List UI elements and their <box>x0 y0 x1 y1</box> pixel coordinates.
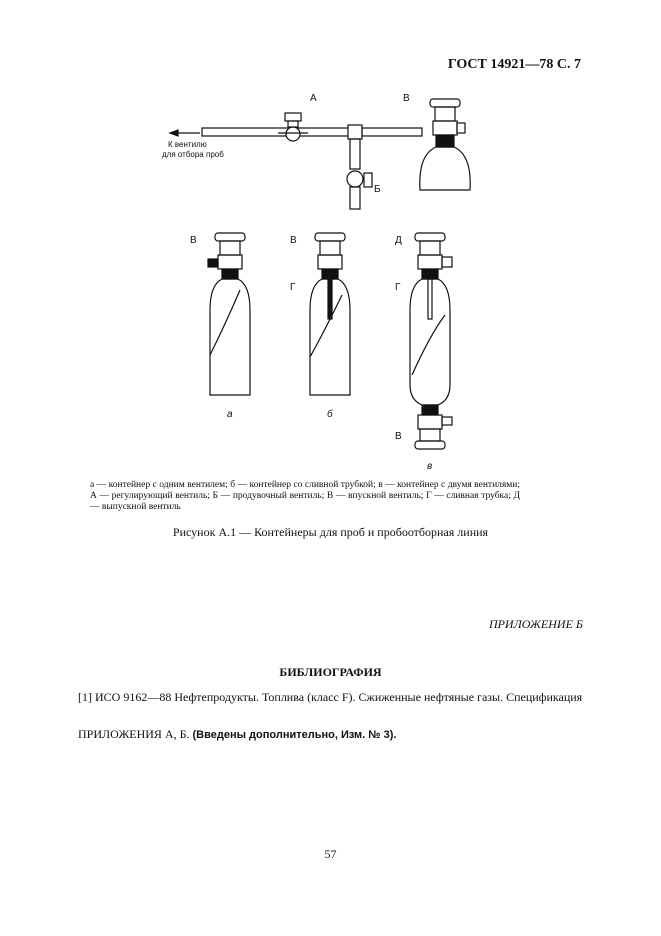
bibliography-item: [1] ИСО 9162—88 Нефтепродукты. Топлива (класс F). Сжиженные нефтяные газы. Спецификация <box>78 690 583 704</box>
figure-title: Рисунок А.1 — Контейнеры для проб и пробоотборная линия <box>172 525 489 539</box>
appendix-note-text: ПРИЛОЖЕНИЯ А, Б. <box>78 727 190 741</box>
top-container <box>420 99 470 190</box>
container-a <box>208 233 250 395</box>
page-number: 57 <box>324 847 337 861</box>
appendix-note-amendment: (Введены дополнительно, Изм. № 3). <box>192 729 397 741</box>
pipe-right <box>362 128 422 136</box>
label-v3: В <box>395 431 402 442</box>
appendix-note <box>78 727 396 742</box>
label-v1: В <box>190 235 197 246</box>
label-b: Б <box>374 184 381 195</box>
appendix-label: ПРИЛОЖЕНИЕ Б <box>488 617 583 631</box>
valve-b <box>347 171 372 209</box>
sampling-containers-figure <box>150 85 520 475</box>
label-sub-v: в <box>427 461 433 472</box>
figure-legend: а — контейнер с одним вентилем; б — контейнер со сливной трубкой; в — контейнер с двумя вентилями; А — регулирующий вентиль; Б — продувочный вентиль; В — впускной вентиль; Г — сливная трубка; Д — выпускной вентиль <box>90 480 520 512</box>
pipe-down <box>350 139 360 169</box>
label-sub-a: а <box>227 409 233 420</box>
sampling-pipe <box>202 128 352 136</box>
label-to-valve-2: для отбора проб <box>162 150 224 159</box>
label-to-valve-1: К вентилю <box>168 140 207 149</box>
label-d: Д <box>395 235 402 246</box>
page-header: ГОСТ 14921—78 С. 7 <box>447 57 581 72</box>
bibliography-title: БИБЛИОГРАФИЯ <box>279 665 382 679</box>
tee-fitting <box>348 125 362 139</box>
label-v2: В <box>290 235 297 246</box>
arrow-head <box>170 130 178 136</box>
container-b <box>310 233 350 395</box>
container-v <box>410 233 452 449</box>
label-g1: Г <box>290 282 296 293</box>
label-v-top: В <box>403 93 410 104</box>
label-a: А <box>310 93 317 104</box>
label-g2: Г <box>395 282 401 293</box>
label-sub-b: б <box>327 409 333 420</box>
valve-a <box>278 113 308 141</box>
